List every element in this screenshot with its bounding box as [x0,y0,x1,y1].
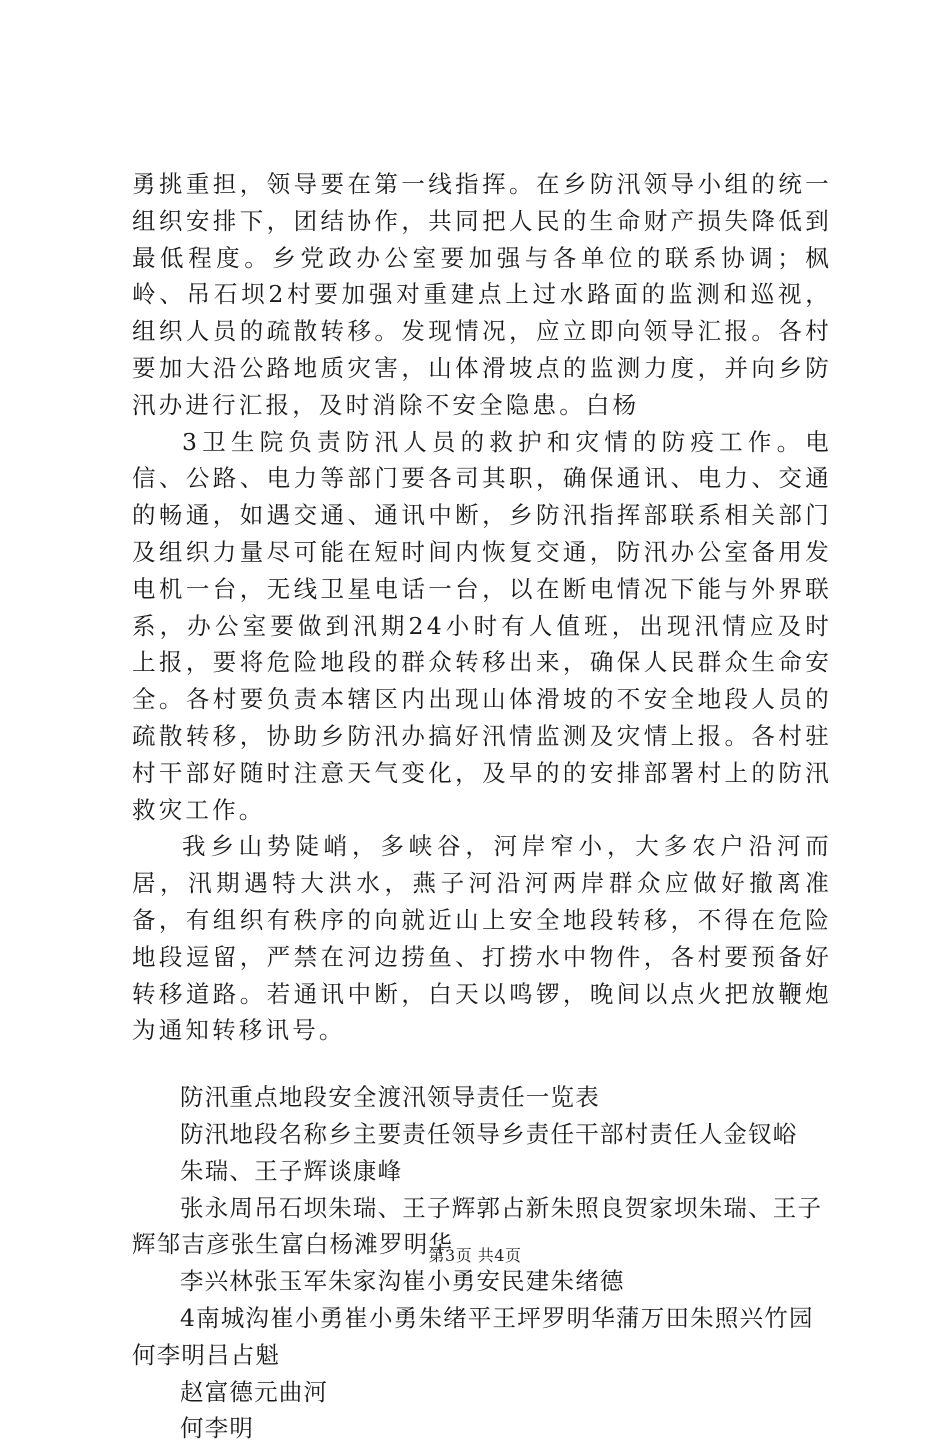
paragraph-2: 3卫生院负责防汛人员的救护和灾情的防疫工作。电信、公路、电力等部门要各司其职，确保通讯、电力、交通的畅通，如遇交通、通讯中断，乡防汛指挥部联系相关部门及组织力量尽可能在短时间内恢复交通，防汛办公室备用发电机一台，无线卫星电话一台，以在断电情况下能与外界联系，办公室要做到汛期24小时有人值班，出现汛情应及时上报，要将危险地段的群众转移出来，确保人民群众生命安全。各村要负责本辖区内出现山体滑坡的不安全地段人员的疏散转移，协助乡防汛办搞好汛情监测及灾情上报。各村驻村干部好随时注意天气变化，及早的的安排部署村上的防汛救灾工作。 [132,427,832,824]
table-line: 赵富德元曲河 [180,1377,329,1406]
page-number-footer: 第3页 共4页 [428,1246,522,1265]
table-title: 防汛重点地段安全渡汛领导责任一览表 [180,1083,600,1112]
table-line: 张永周吊石坝朱瑞、王子辉郭占新朱照良贺家坝朱瑞、王子辉邹吉彦张生富白杨滩罗明华 [132,1193,823,1259]
paragraph-1: 勇挑重担，领导要在第一线指挥。在乡防汛领导小组的统一组织安排下，团结协作，共同把人民的生命财产损失降低到最低程度。乡党政办公室要加强与各单位的联系协调；枫岭、吊石坝2村要加强对重建点上过水路面的监测和巡视，组织人员的疏散转移。发现情况，应立即向领导汇报。各村要加大沿公路地质灾害，山体滑坡点的监测力度，并向乡防汛办进行汇报，及时消除不安全隐患。白杨 [132,170,832,419]
table-line: 何李明 [180,1414,255,1443]
table-header-line: 防汛地段名称乡主要责任领导乡责任干部村责任人金钗峪 [180,1119,798,1148]
table-line: 4南城沟崔小勇崔小勇朱绪平王坪罗明华蒲万田朱照兴竹园何李明吕占魁 [132,1303,814,1369]
table-line: 李兴林张玉军朱家沟崔小勇安民建朱绪德 [180,1267,625,1296]
paragraph-gap [132,1049,832,1079]
paragraph-3: 我乡山势陡峭，多峡谷，河岸窄小，大多农户沿河而居，汛期遇特大洪水，燕子河沿河两岸群众应做好撤离准备，有组织有秩序的向就近山上安全地段转移，不得在危险地段逗留，严禁在河边捞鱼、打捞水中物件，各村要预备好转移道路。若通讯中断，白天以鸣锣，晚间以点火把放鞭炮为通知转移讯号。 [132,832,832,1045]
table-line: 朱瑞、王子辉谈康峰 [180,1156,403,1185]
